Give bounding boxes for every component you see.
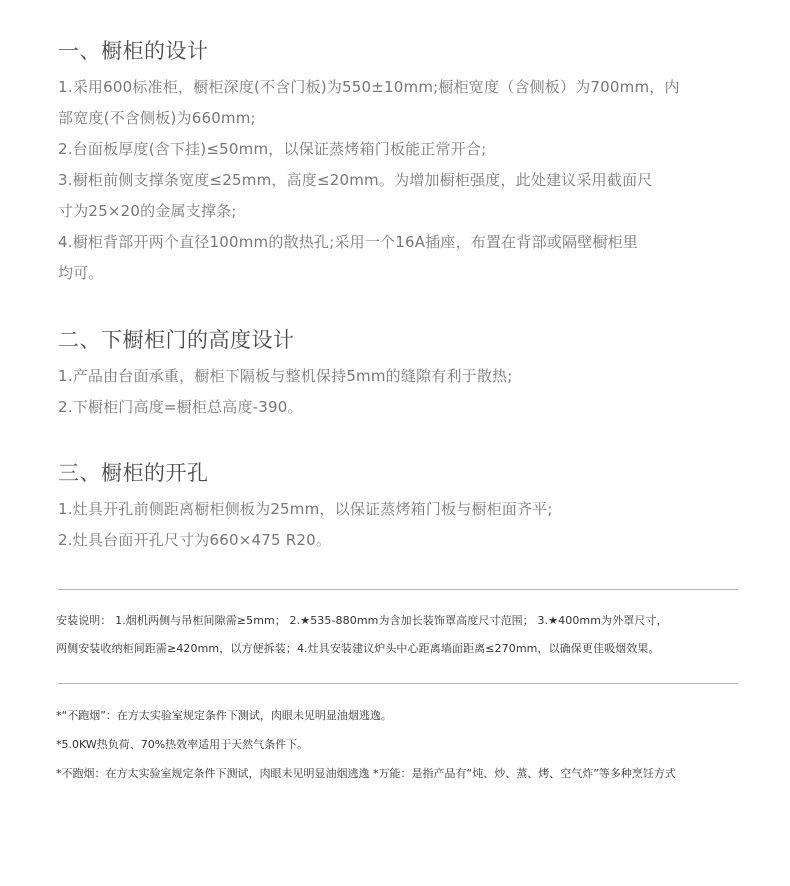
paragraph-line: 3.橱柜前侧支撑条宽度≤25mm，高度≤20mm。为增加橱柜强度，此处建议采用截面尺 [58, 171, 653, 189]
section-cabinet-design [58, 36, 748, 289]
install-notes [56, 607, 756, 663]
divider-top [58, 589, 738, 590]
paragraph-line: 均可。 [58, 264, 104, 282]
paragraph-line: 1.灶具开孔前侧距离橱柜侧板为25mm，以保证蒸烤箱门板与橱柜面齐平; [58, 500, 553, 518]
paragraph-line: 1.采用600标准柜，橱柜深度(不含门板)为550±10mm;橱柜宽度（含侧板）为700mm，内 [58, 78, 680, 96]
section-title: 三、橱柜的开孔 [58, 461, 209, 485]
footnote-line: *“不跑烟”：在方太实验室规定条件下测试，肉眼未见明显油烟逃逸。 [56, 709, 392, 722]
footnotes [56, 701, 756, 788]
section-title: 一、橱柜的设计 [58, 39, 209, 63]
paragraph-line: 寸为25×20的金属支撑条; [58, 202, 237, 220]
paragraph-line: 4.橱柜背部开两个直径100mm的散热孔;采用一个16A插座，布置在背部或隔壁橱柜里 [58, 233, 638, 251]
paragraph-line: 1.产品由台面承重，橱柜下隔板与整机保持5mm的缝隙有利于散热; [58, 367, 513, 385]
section-lower-door-height [58, 325, 748, 423]
paragraph-line: 部宽度(不含侧板)为660mm; [58, 109, 256, 127]
paragraph-line: 2.下橱柜门高度=橱柜总高度-390。 [58, 398, 303, 416]
install-note-line: 安装说明： 1.烟机两侧与吊柜间隙需≥5mm； 2.★535-880mm为含加长装饰罩高度尺寸范围； 3.★400mm为外罩尺寸， [56, 614, 668, 627]
section-cabinet-cutout [58, 458, 748, 556]
install-note-line: 两侧安装收纳柜间距需≥420mm，以方便拆装；4.灶具安装建议炉头中心距离墙面距离≤270mm，以确保更佳吸烟效果。 [56, 642, 660, 655]
paragraph-line: 2.台面板厚度(含下挂)≤50mm，以保证蒸烤箱门板能正常开合; [58, 140, 487, 158]
divider-bottom [58, 683, 738, 684]
footnote-line: *不跑烟：在方太实验室规定条件下测试，肉眼未见明显油烟逃逸 *万能：是指产品有“炖、炒、蒸、烤、空气炸”等多种烹饪方式 [56, 767, 676, 780]
footnote-line: *5.0KW热负荷、70%热效率适用于天然气条件下。 [56, 738, 309, 751]
section-title: 二、下橱柜门的高度设计 [58, 328, 295, 352]
paragraph-line: 2.灶具台面开孔尺寸为660×475 R20。 [58, 531, 332, 549]
